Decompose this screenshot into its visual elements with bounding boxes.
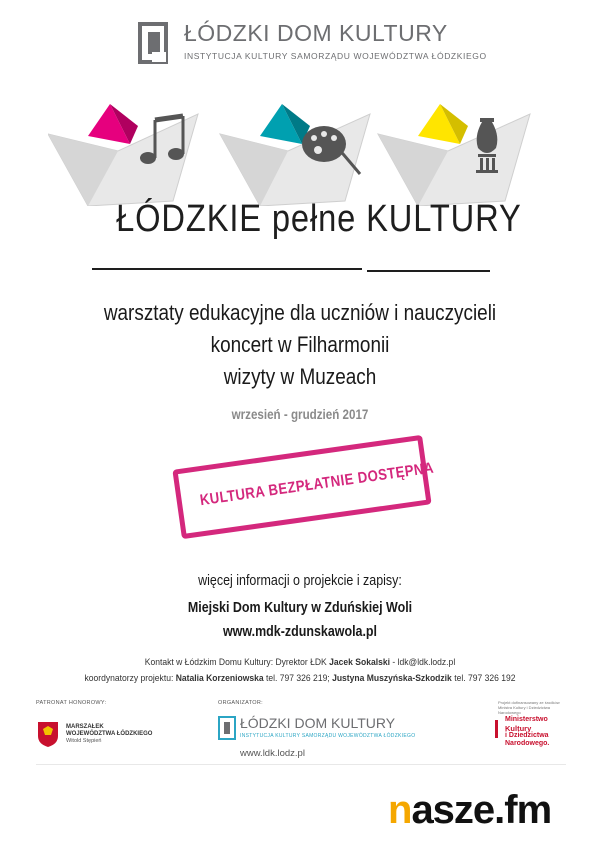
title-underline	[92, 268, 490, 272]
boat-music	[48, 104, 198, 206]
concert-line: koncert w Filharmonii	[210, 332, 390, 357]
ldk-logo-icon	[138, 22, 168, 64]
venue-name: Miejski Dom Kultury w Zduńskiej Woli	[187, 600, 413, 616]
organizer-label: ORGANIZATOR:	[218, 700, 263, 706]
venue-url-link[interactable]: www.mdk-zdunskawola.pl	[222, 624, 378, 640]
main-title: ŁÓDZKIE pełne KULTURY	[116, 198, 522, 240]
marshal-name: Witold Stępień	[66, 738, 102, 744]
ministry-line-4: Narodowego.	[505, 740, 550, 747]
patronage-label: PATRONAT HONOROWY:	[36, 700, 107, 706]
coordinator-1-name: Natalia Korzeniowska	[175, 673, 264, 684]
date-range: wrzesień - grudzień 2017	[231, 407, 369, 422]
workshops-line: warsztaty edukacyjne dla uczniów i nauczycieli	[103, 300, 497, 325]
coordinator-1-phone: tel. 797 326 219;	[263, 673, 333, 684]
coordinators-line	[30, 673, 570, 684]
coat-of-arms-icon	[36, 720, 60, 748]
boat-art	[220, 104, 370, 206]
ministry-line-1: Ministerstwo	[505, 716, 548, 723]
more-info-label: więcej informacji o projekcie i zapisy:	[198, 573, 402, 589]
free-access-stamp	[172, 435, 435, 539]
organizer-name: ŁÓDZKI DOM KULTURY	[240, 715, 396, 731]
contact-prefix: Kontakt w Łódzkim Domu Kultury: Dyrektor ŁDK	[144, 657, 330, 668]
marshal-region: WOJEWÓDZTWA ŁÓDZKIEGO	[66, 731, 153, 737]
header-org-subtitle: INSTYTUCJA KULTURY SAMORZĄDU WOJEWÓDZTWA ŁÓDZKIEGO	[184, 51, 487, 61]
organizer-url-link[interactable]: www.ldk.lodz.pl	[240, 748, 305, 759]
coordinators-prefix: koordynatorzy projektu:	[84, 673, 176, 684]
boat-museum	[378, 104, 530, 206]
coordinator-2-phone: tel. 797 326 192	[451, 673, 516, 684]
marshal-title: MARSZAŁEK	[66, 724, 104, 730]
contact-line	[30, 657, 570, 668]
header-org-name: ŁÓDZKI DOM KULTURY	[184, 20, 448, 46]
museums-line: wizyty w Muzeach	[223, 364, 377, 389]
watermark-rest: asze.fm	[411, 788, 552, 832]
stamp-text: KULTURA BEZPŁATNIE DOSTĘPNA	[198, 459, 435, 510]
ministry-line-3: i Dziedzictwa	[505, 732, 549, 739]
footer-divider	[36, 764, 566, 765]
director-name: Jacek Sokalski	[329, 657, 390, 668]
organizer-subtitle: INSTYTUCJA KULTURY SAMORZĄDU WOJEWÓDZTWA ŁÓDZKIEGO	[240, 733, 416, 739]
ministry-funding-note: Projekt dofinansowany ze środków Ministra Kultury i Dziedzictwa Narodowego	[498, 700, 560, 715]
watermark-n: n	[388, 788, 412, 832]
paper-boats	[48, 96, 548, 206]
nasze-fm-watermark	[388, 788, 551, 833]
ministry-line-2: Kultury	[505, 724, 532, 733]
contact-email[interactable]: - ldk@ldk.lodz.pl	[389, 657, 456, 668]
organizer-logo-icon	[218, 716, 236, 740]
coordinator-2-name: Justyna Muszyńska-Szkodzik	[332, 673, 452, 684]
